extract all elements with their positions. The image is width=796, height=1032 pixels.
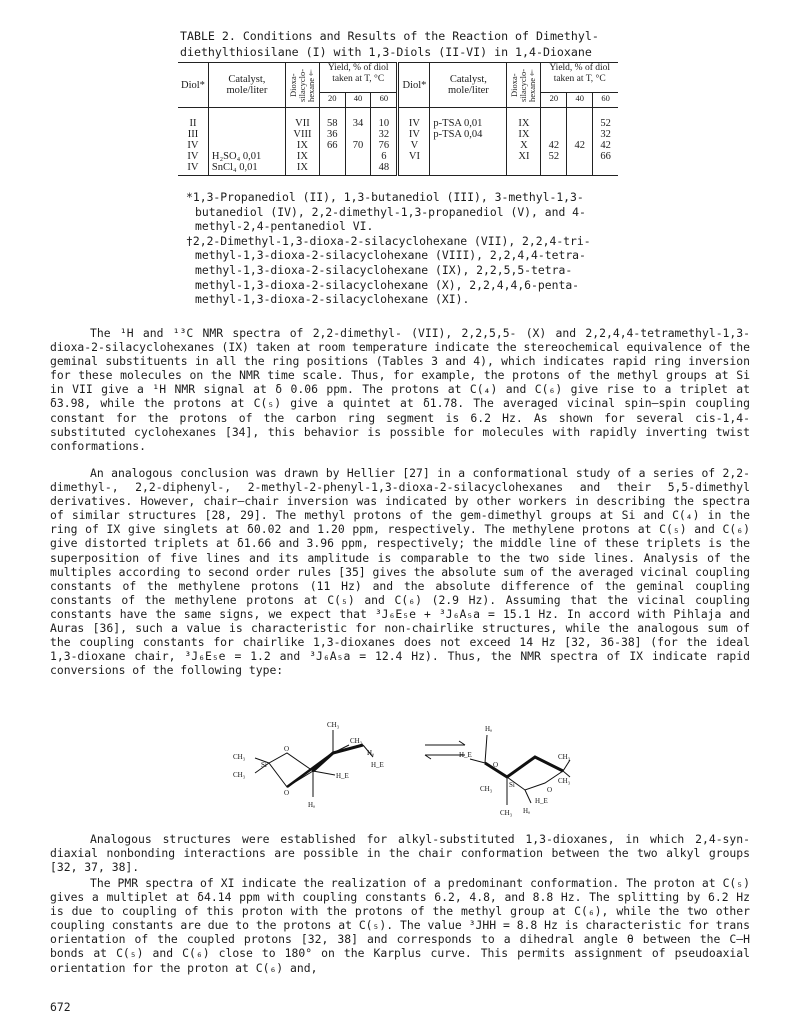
table-cell-product: VIII bbox=[285, 129, 319, 140]
caption-line: diethylthiosilane (I) with 1,3-Diols (II-VI) in 1,4-Dioxane bbox=[180, 45, 592, 59]
table-cell-product: IX bbox=[285, 162, 319, 176]
header-dioxane-text: Dioxa-silacyclo-hexane† bbox=[287, 67, 316, 103]
table-row bbox=[178, 140, 618, 151]
table-cell-t20 bbox=[541, 162, 567, 176]
table-cell-t60: 10 bbox=[371, 108, 398, 130]
table-cell-t20: 66 bbox=[319, 140, 345, 151]
right-h-bond bbox=[485, 735, 487, 763]
right-h-bond bbox=[525, 790, 531, 803]
label: Si bbox=[509, 781, 515, 789]
header-catalyst: Catalyst, mole/liter bbox=[208, 63, 285, 108]
label: CH₃ bbox=[480, 785, 493, 793]
label: CH₃ bbox=[233, 753, 246, 761]
header-diol: Diol* bbox=[178, 63, 208, 108]
table-cell-t40 bbox=[345, 151, 371, 162]
footnote-line: methyl-1,3-dioxa-2-silacyclohexane (XI). bbox=[195, 292, 470, 307]
label: Hₐ bbox=[523, 807, 530, 815]
table-cell-catalyst: SnCl₄ 0,01 bbox=[208, 162, 285, 176]
table-cell-t20 bbox=[541, 129, 567, 140]
header-temp: 60 bbox=[593, 92, 618, 107]
left-h-bond bbox=[313, 771, 335, 775]
right-methyl-bond bbox=[563, 760, 570, 771]
table-cell-product: IX bbox=[507, 108, 541, 130]
conformation-scheme bbox=[225, 715, 575, 820]
footnote-line: *1,3-Propanediol (II), 1,3-butanediol (III), 3-methyl-1,3- bbox=[186, 190, 584, 204]
table-cell-diol: IV bbox=[187, 151, 199, 162]
paragraph-text: An analogous conclusion was drawn by Hellier [27] in a conformational study of a series of 2,2-dimethyl-, 2,2-diphenyl-, 2-methyl-2-phenyl-1,3-dioxa-2-silacyclohexanes and their 5,5-dimethyl derivatives. However, chair–chair inversion was indicated by other workers in describing the spectra of similar structures [28, 29]. The methyl protons of the gem-dimethyl groups at Si and C(₄) in the ring of IX give singlets at δ0.02 and 1.20 ppm, respectively. The methylene protons at C(₅) and C(₆) give distorted triplets at δ1.66 and 3.96 ppm, respectively; the middle line of these triplets is the superposition of five lines and its amplitude is comparable to the two side lines. Analysis of the multiples according to second order rules [35] gives the absolute sum of the averaged vicinal coupling constants of the methylene protons (11 Hz) and the absolute difference of the geminal coupling constants of the methylene protons at C(₅) and C(₆) (2.9 Hz). Assuming that the vicinal coupling constants have the same signs, we expect that ³J₆E₅e + ³J₆A₅a = 15.1 Hz. In accord with Pihlaja and Auras [36], such a value is characteristic for non-chairlike structures, while the analogous sum of the coupling constants for chairlike 1,3-dioxanes does not exceed 14 Hz [32, 36-38] (for the ideal 1,3-dioxane chair, ³J₆E₅e = 1.2 and ³J₆A₅a = 12.4 Hz). Thus, the NMR spectra of IX indicate rapid conversions of the following type: bbox=[50, 466, 750, 678]
table-cell-t20 bbox=[319, 162, 345, 176]
label: Si bbox=[261, 761, 267, 769]
header-dioxane-2 bbox=[507, 63, 541, 108]
table-cell-t60: 66 bbox=[593, 151, 618, 162]
footnote-line: methyl-1,3-dioxa-2-silacyclohexane (IX), 2,2,5,5-tetra- bbox=[195, 262, 573, 277]
table-caption bbox=[180, 28, 630, 60]
table-cell-product: XI bbox=[507, 151, 541, 162]
label: Hₐ bbox=[308, 801, 315, 809]
table-cell-t40 bbox=[567, 129, 593, 140]
paragraph-3 bbox=[50, 832, 750, 874]
table-cell-t60: 6 bbox=[371, 151, 398, 162]
table-cell-t60: 42 bbox=[593, 140, 618, 151]
label: H_E bbox=[459, 751, 472, 759]
header-catalyst-2: Catalyst, mole/liter bbox=[430, 63, 507, 108]
table-cell-t20 bbox=[541, 108, 567, 130]
header-temp: 60 bbox=[371, 92, 398, 107]
table-cell-t20: 58 bbox=[319, 108, 345, 130]
label: CH₃ bbox=[350, 737, 363, 745]
label: O bbox=[284, 745, 290, 753]
table-cell-catalyst: p-TSA 0,04 bbox=[430, 129, 507, 140]
table-cell-diol: IV bbox=[398, 108, 430, 130]
label: CH₃ bbox=[558, 753, 571, 761]
header-yield: Yield, % of diol taken at T, °C bbox=[319, 63, 398, 93]
label: Hₐ bbox=[485, 725, 492, 733]
table-cell-product: IX bbox=[507, 129, 541, 140]
table-cell-diol bbox=[398, 162, 430, 176]
table-cell-catalyst: p-TSA 0,01 bbox=[430, 108, 507, 130]
table-row bbox=[178, 151, 618, 162]
table-cell-t60: 52 bbox=[593, 108, 618, 130]
table-cell-t40 bbox=[567, 162, 593, 176]
label: Hₐ bbox=[367, 749, 374, 757]
table-row bbox=[178, 108, 618, 130]
header-temp: 40 bbox=[567, 92, 593, 107]
footnote-line: methyl-1,3-dioxa-2-silacyclohexane (VIII), 2,2,4,4-tetra- bbox=[195, 248, 586, 263]
caption-line: TABLE 2. Conditions and Results of the Reaction of Dimethyl- bbox=[180, 29, 599, 43]
table-cell-product bbox=[507, 162, 541, 176]
table-cell-t20: 36 bbox=[319, 129, 345, 140]
header-dioxane bbox=[285, 63, 319, 108]
table-cell-t40: 42 bbox=[567, 140, 593, 151]
footnote-line: methyl-2,4-pentanediol VI. bbox=[195, 219, 374, 234]
table-cell-t20: 42 bbox=[541, 140, 567, 151]
table-cell-diol: IV bbox=[398, 129, 430, 140]
paragraph-2 bbox=[50, 466, 750, 677]
table-cell-product: IX bbox=[285, 151, 319, 162]
table-row bbox=[178, 129, 618, 140]
paragraph-1 bbox=[50, 326, 750, 453]
table-cell-diol: III bbox=[187, 129, 199, 140]
footnote-line: butanediol (IV), 2,2-dimethyl-1,3-propanediol (V), and 4- bbox=[195, 204, 586, 219]
right-h-bond bbox=[470, 759, 485, 763]
label: H_E bbox=[336, 772, 349, 780]
table-footnotes bbox=[186, 190, 626, 307]
label: CH₃ bbox=[233, 771, 246, 779]
table-cell-catalyst bbox=[430, 151, 507, 162]
left-ring-back bbox=[269, 753, 313, 787]
footnote-dagger bbox=[186, 234, 626, 307]
conditions-table bbox=[178, 62, 618, 176]
table-cell-t60: 48 bbox=[371, 162, 398, 176]
table-cell-product: X bbox=[507, 140, 541, 151]
label: H_E bbox=[535, 797, 548, 805]
table-cell-catalyst: H₂SO₄ 0,01 bbox=[208, 151, 285, 162]
table-cell-product: VII bbox=[285, 108, 319, 130]
table-cell-product: IX bbox=[285, 140, 319, 151]
table-cell-t40: 70 bbox=[345, 140, 371, 151]
table-cell-t40: 34 bbox=[345, 108, 371, 130]
table-cell-diol: V bbox=[398, 140, 430, 151]
header-dioxane-text-2: Dioxa-silacyclo-hexane† bbox=[509, 67, 538, 103]
footnote-star bbox=[186, 190, 626, 234]
right-ring-back bbox=[507, 771, 563, 790]
header-temp: 40 bbox=[345, 92, 371, 107]
table-cell-catalyst bbox=[208, 129, 285, 140]
label: H_E bbox=[371, 761, 384, 769]
label: O bbox=[547, 786, 553, 794]
table-cell-t60: 32 bbox=[371, 129, 398, 140]
footnote-line: †2,2-Dimethyl-1,3-dioxa-2-silacyclohexane (VII), 2,2,4-tri- bbox=[186, 233, 591, 248]
table-cell-diol: VI bbox=[398, 151, 430, 162]
table-cell-diol: II bbox=[189, 118, 197, 129]
table-cell-t20: 52 bbox=[541, 151, 567, 162]
table-cell-t40 bbox=[345, 162, 371, 176]
table-row bbox=[178, 162, 618, 176]
header-yield-2: Yield, % of diol taken at T, °C bbox=[541, 63, 618, 93]
table-cell-t60 bbox=[593, 162, 618, 176]
table-cell-catalyst bbox=[208, 140, 285, 151]
table-cell-t20 bbox=[319, 151, 345, 162]
label: CH₃ bbox=[327, 721, 340, 729]
table-cell-diol: IV bbox=[187, 162, 199, 173]
table-cell-diol: IV bbox=[187, 140, 199, 151]
label: O bbox=[493, 761, 499, 769]
paragraph-text: The ¹H and ¹³C NMR spectra of 2,2-dimethyl- (VII), 2,2,5,5- (X) and 2,2,4,4-tetramethyl-1,3-dioxa-2-silacyclohexanes (IX) taken at room temperature indicate the stereochemical equivalence of the geminal substituents in all the ring positions (Tables 3 and 4), which indicates rapid ring inversion for these molecules on the NMR time scale. Thus, for example, the protons of the methyl groups at Si in VII give a ¹H NMR signal at δ 0.06 ppm. The protons at C(₄) and C(₆) give rise to a triplet at δ3.98, while the protons at C(₅) give a quintet at δ1.78. The averaged vicinal spin–spin coupling constant for the protons of the carbon ring segment is 6.2 Hz. As shown for several cis-1,4-substituted cyclohexanes [34], this behavior is possible for molecules with rapidly inverting twist conformations. bbox=[50, 326, 750, 453]
table-cell-t60: 32 bbox=[593, 129, 618, 140]
table-cell-catalyst bbox=[430, 140, 507, 151]
footnote-line: methyl-1,3-dioxa-2-silacyclohexane (X), 2,2,4,4,6-penta- bbox=[195, 277, 580, 292]
paragraph-text: The PMR spectra of XI indicate the realization of a predominant conformation. The proton at C(₅) gives a multiplet at δ4.14 ppm with coupling constants 6.2, 4.8, and 8.8 Hz. The splitting by 6.2 Hz is due to coupling of this proton with the protons of the methyl group at C(₆), while the two other coupling constants are due to the protons at C(₅). The value ³JHH = 8.8 Hz is characteristic for trans orientation of the coupled protons [32, 38] and corresponds to a dihedral angle θ between the C–H bonds at C(₅) and C(₆) close to 180° on the Karplus curve. This permits assignment of pseudoaxial orientation for the proton at C(₆) and, bbox=[50, 876, 750, 975]
page-number: 672 bbox=[50, 1000, 71, 1014]
paragraph-4 bbox=[50, 876, 750, 975]
table-cell-t60: 76 bbox=[371, 140, 398, 151]
header-temp: 20 bbox=[541, 92, 567, 107]
label: CH₃ bbox=[500, 809, 513, 817]
table-cell-t40 bbox=[567, 108, 593, 130]
header-diol-2: Diol* bbox=[398, 63, 430, 108]
header-temp: 20 bbox=[319, 92, 345, 107]
table-cell-t40 bbox=[345, 129, 371, 140]
paragraph-text: Analogous structures were established for alkyl-substituted 1,3-dioxanes, in which 2,4-syn-diaxial nonbonding interactions are possible in the chair conformation between the two alkyl groups [32, 37, 38]. bbox=[50, 832, 750, 875]
table-cell-t40 bbox=[567, 151, 593, 162]
label: O bbox=[284, 789, 290, 797]
left-ring-bold bbox=[313, 745, 363, 771]
table-cell-catalyst bbox=[208, 108, 285, 130]
label: CH₃ bbox=[558, 777, 571, 785]
table-cell-catalyst bbox=[430, 162, 507, 176]
